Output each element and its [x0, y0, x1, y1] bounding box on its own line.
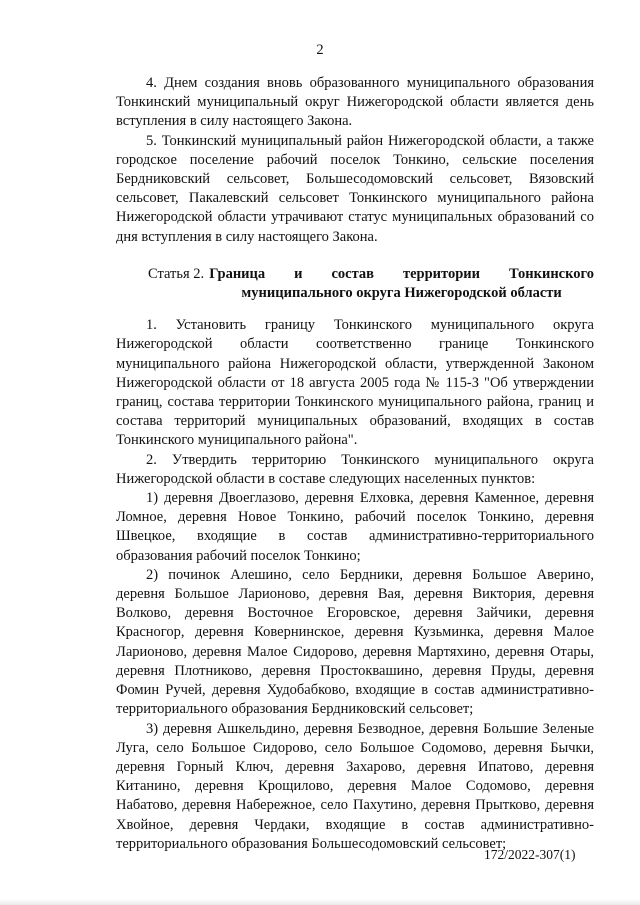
paragraph-5: 5. Тонкинский муниципальный район Нижегородской области, а также городское поселение рабочий поселок Тонкино, сельские поселения Бердниковский сельсовет, Большесодомовский сельсовет, Вязовский сельсовет, Пакалевский сельсовет Тонкинского муниципального района Нижегородской области утрачивают статус муниципальных образований со дня вступления в силу настоящего Закона. [116, 132, 594, 245]
scan-bottom-edge [0, 899, 640, 905]
article-label: Статья 2. [148, 265, 205, 282]
page-number: 2 [316, 42, 324, 58]
article-heading [116, 265, 594, 303]
document-body [116, 74, 594, 854]
document-code: 172/2022-307(1) [484, 847, 576, 862]
article-title: Граница и состав территории Тонкинского муниципального округа Нижегородской области [209, 265, 594, 302]
settlement-list-item-3: 3) деревня Ашкельдино, деревня Безводное, деревня Большие Зеленые Луга, село Большое Сидорово, село Большое Содомово, деревня Бычки, деревня Горный Ключ, деревня Захарово, деревня Ипатово, деревня Китанино, деревня Крощилово, деревня Малое Содомово, деревня Набатово, деревня Набережное, село Пахутино, деревня Прытково, деревня Хвойное, деревня Чердаки, входящие в состав административно-территориального образования Большесодомовский сельсовет; [116, 720, 594, 852]
settlement-list-item-2: 2) починок Алешино, село Бердники, деревня Большое Аверино, деревня Большое Ларионово, деревня Вая, деревня Виктория, деревня Волково, деревня Восточное Егоровское, деревня Зайчики, деревня Красногор, деревня Ковернинское, деревня Кузьминка, деревня Малое Ларионово, деревня Малое Сидорово, деревня Мартяхино, деревня Отары, деревня Плотниково, деревня Простоквашино, деревня Пруды, деревня Фомин Ручей, деревня Худобабково, входящие в состав административно-территориального образования Бердниковский сельсовет; [116, 566, 594, 718]
article-paragraph-1: 1. Установить границу Тонкинского муниципального округа Нижегородской области соответственно границе Тонкинского муниципального района Нижегородской области, утвержденной Законом Нижегородской области от 18 августа 2005 года № 115-З "Об утверждении границ, состава территории Тонкинского муниципального района, границ и состава территорий муниципальных образований, входящих в состав Тонкинского муниципального района". [116, 317, 594, 449]
settlement-list-item-1: 1) деревня Двоеглазово, деревня Елховка, деревня Каменное, деревня Ломное, деревня Новое Тонкино, рабочий поселок Тонкино, деревня Швецкое, входящие в состав административно-территориального образования рабочий поселок Тонкино; [116, 490, 594, 564]
article-paragraph-2: 2. Утвердить территорию Тонкинского муниципального округа Нижегородской области в составе следующих населенных пунктов: [116, 451, 594, 487]
paragraph-4: 4. Днем создания вновь образованного муниципального образования Тонкинский муниципальный округ Нижегородской области является день вступления в силу настоящего Закона. [116, 75, 594, 130]
